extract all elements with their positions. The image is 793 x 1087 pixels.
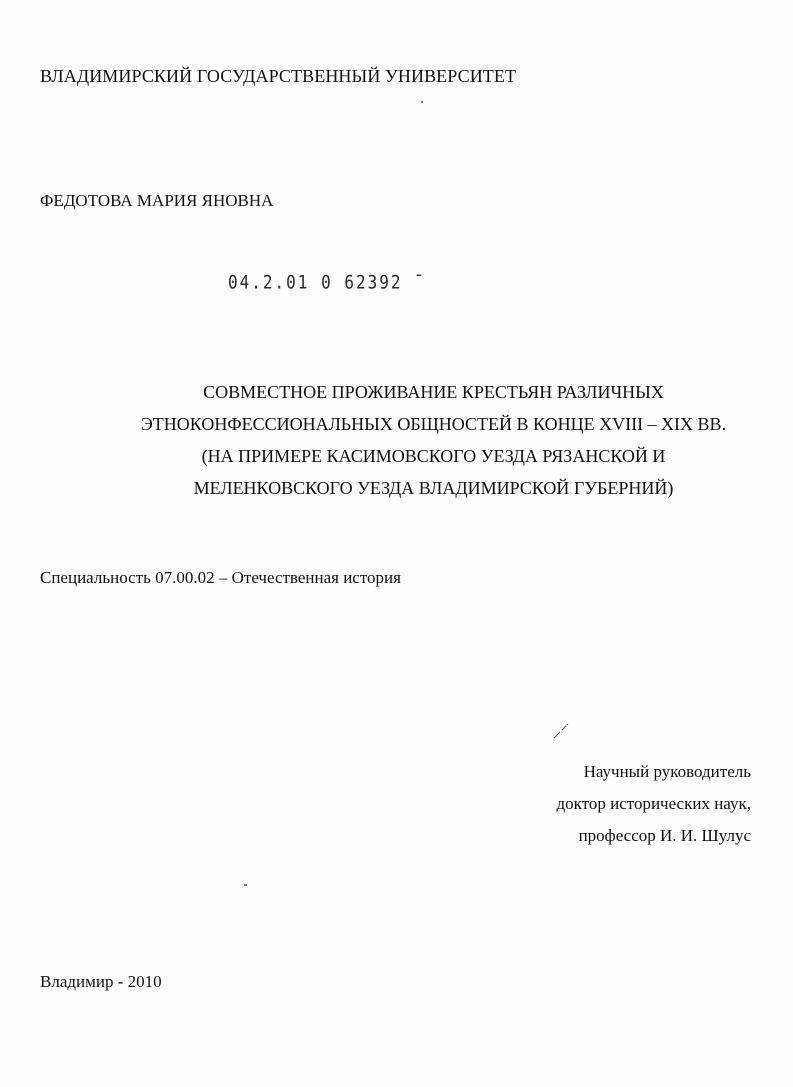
author-name: ФЕДОТОВА МАРИЯ ЯНОВНА xyxy=(40,191,274,210)
scan-speck xyxy=(244,884,247,886)
library-code-stamp: 04.2.01 0 62392 ˉ xyxy=(228,271,426,293)
university-name: ВЛАДИМИРСКИЙ ГОСУДАРСТВЕННЫЙ УНИВЕРСИТЕТ xyxy=(40,66,517,86)
supervisor-role: Научный руководитель xyxy=(583,762,751,781)
title-line: СОВМЕСТНОЕ ПРОЖИВАНИЕ КРЕСТЬЯН РАЗЛИЧНЫХ xyxy=(203,382,664,402)
thesis-title xyxy=(37,376,793,504)
supervisor-block xyxy=(556,756,751,852)
supervisor-degree: доктор исторических наук, xyxy=(556,794,751,813)
title-line: МЕЛЕНКОВСКОГО УЕЗДА ВЛАДИМИРСКОЙ ГУБЕРНИЙ) xyxy=(193,478,674,498)
city-year: Владимир - 2010 xyxy=(40,972,162,991)
scan-speck xyxy=(421,101,423,103)
title-line: (НА ПРИМЕРЕ КАСИМОВСКОГО УЕЗДА РЯЗАНСКОЙ И xyxy=(201,446,666,466)
title-line: ЭТНОКОНФЕССИОНАЛЬНЫХ ОБЩНОСТЕЙ В КОНЦЕ XVIII – XIX ВВ. xyxy=(140,414,727,434)
speciality-line: Специальность 07.00.02 – Отечественная история xyxy=(40,568,401,587)
supervisor-name: профессор И. И. Шулус xyxy=(578,826,751,845)
pen-mark-icon xyxy=(552,722,570,740)
